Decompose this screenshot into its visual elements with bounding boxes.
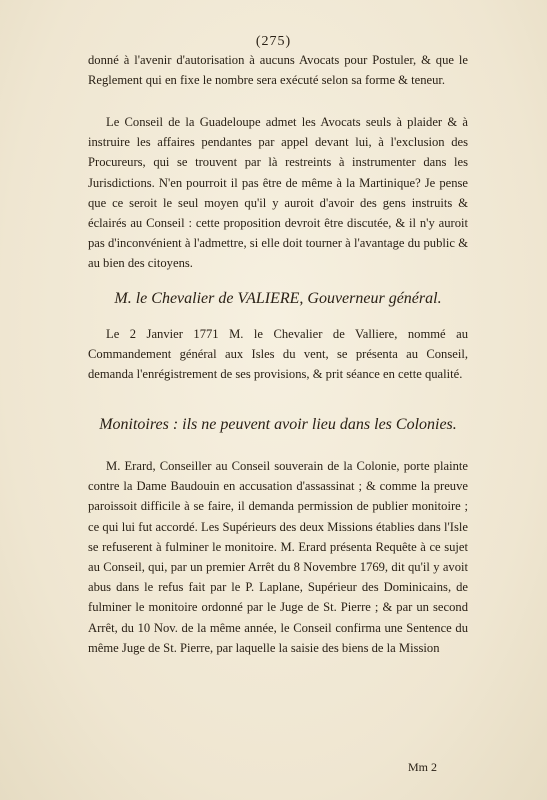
paragraph-continuation [88,50,468,90]
heading-text: M. le Chevalier de VALIERE, Gouverneur général. [114,290,442,307]
catchword: Mm 2 [408,760,438,774]
paragraph-text: donné à l'avenir d'autorisation à aucuns Avocats pour Postuler, & que le Reglement qui en fixe le nombre sera exécuté selon sa forme & teneur. [88,53,468,88]
paragraph-text: Le 2 Janvier 1771 M. le Chevalier de Valliere, nommé au Commandement général aux Isles du vent, se présenta au Conseil, demanda l'enrégistrement de ses provisions, & prit séance en cette qualité. [88,327,468,382]
heading-text: Monitoires : ils ne peuvent avoir lieu dans les Colonies. [99,416,457,433]
paragraph-guadeloupe [88,112,468,274]
paragraph-text: M. Erard, Conseiller au Conseil souverain de la Colonie, porte plainte contre la Dame Baudouin en accusation d'assassinat ; & comme la preuve paroissoit difficile à se faire, il demanda permission de publier monitoire ; ce qui lui fut accordé. Les Supérieurs des deux Missions établies dans l'Isle se refuserent à fulminer le monitoire. M. Erard présenta Requête à ce sujet au Conseil, qui, par un premier Arrêt du 8 Novembre 1769, dit qu'il y avoit abus dans le refus fait par le P. Laplane, Supérieur des Dominicains, de fulminer le monitoire ordonné par le Juge de St. Pierre ; & par un second Arrêt, du 10 Nov. de la même année, le Conseil confirma une Sentence du même Juge de St. Pierre, par laquelle la saisie des biens de la Mission [88,459,468,655]
paragraph-valliere [88,324,468,385]
section-heading-monitoires [88,414,468,436]
page-number: (275) [255,34,292,49]
paragraph-erard [88,456,468,658]
section-heading-valliere [88,288,468,310]
paragraph-text: Le Conseil de la Guadeloupe admet les Avocats seuls à plaider & à instruire les affaires pendantes par appel devant lui, à l'exclusion des Procureurs, qui se trouvent par là restreints à instrumenter dans les Jurisdictions. N'en pourroit il pas être de même à la Martinique? Je pense que ce seroit le seul moyen qu'il y auroit d'avoir des gens instruits & éclairés au Conseil : cette proposition devroit être discutée, & il n'y auroit pas d'inconvénient à l'admettre, si elle doit tourner à l'avantage du public & au bien des citoyens. [88,115,468,271]
